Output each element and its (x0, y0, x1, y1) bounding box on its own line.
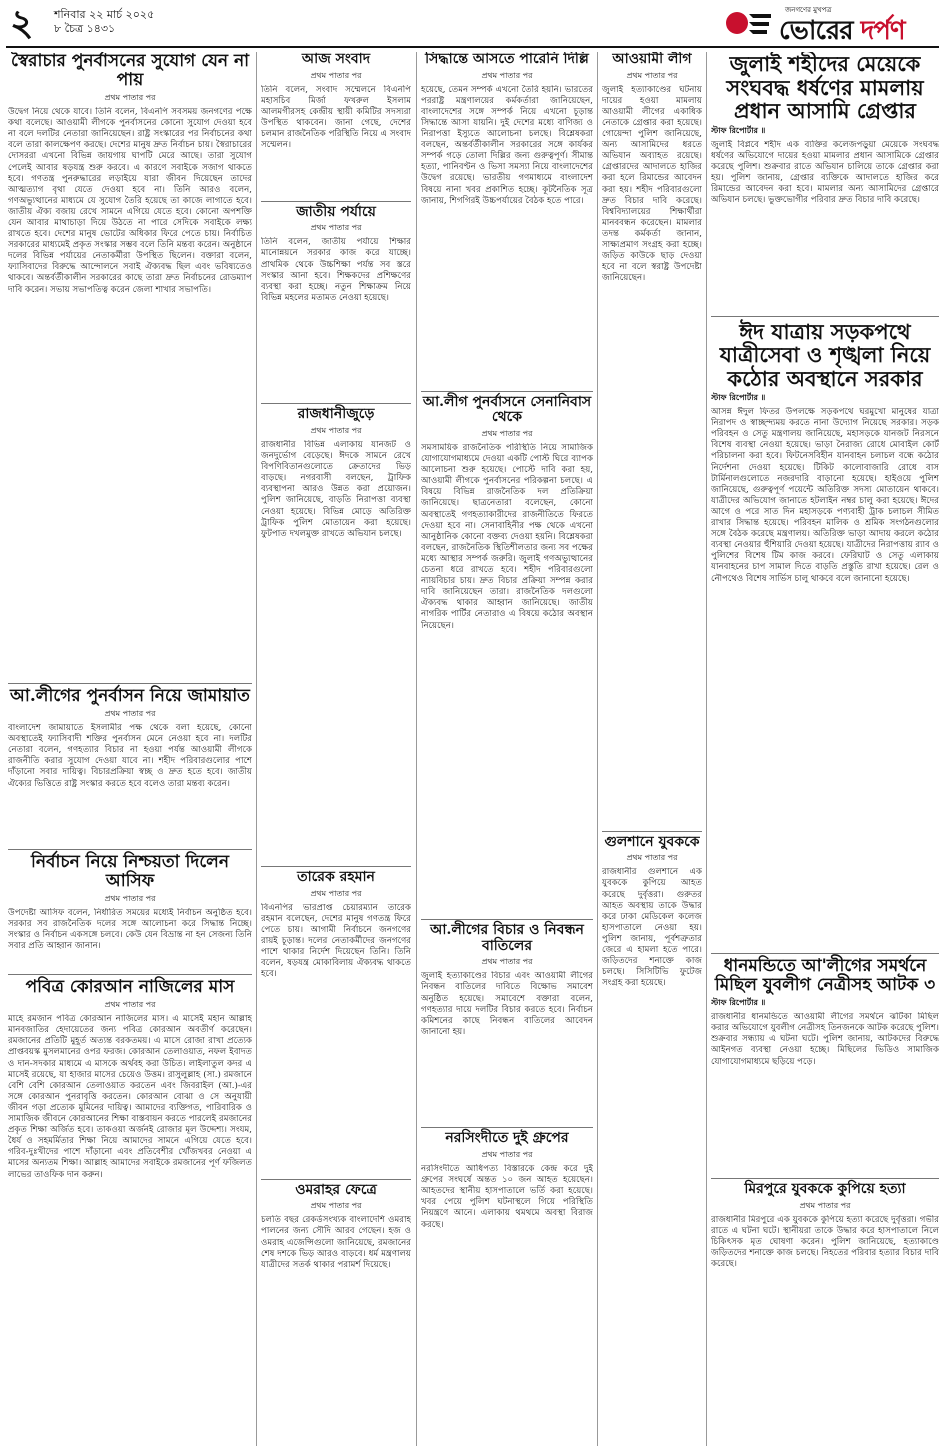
column-2 (261, 52, 411, 1446)
byline: স্টাফ রিপোর্টার ॥ (711, 998, 766, 1008)
story-body: রাজধানীর গুলশানে এক যুবককে কুপিয়ে আহত করেছে দুর্বৃত্তরা। গুরুতর আহত অবস্থায় তাকে উদ্ধার করে ঢাকা মেডিকেল কলেজ হাসপাতালে নেওয়া হয়। পুলিশ জানায়, পূর্বশত্রুতার জেরে এ হামলা হতে পারে। জড়িতদের শনাক্তে কাজ চলছে। সিসিটিভি ফুটেজ সংগ্রহ করা হয়েছে। (602, 867, 702, 989)
story (8, 52, 252, 677)
headline[interactable]: আওয়ামী লীগ (612, 52, 692, 67)
story-body: বাংলাদেশ জামায়াতে ইসলামীর পক্ষ থেকে বলা হয়েছে, কোনো অবস্থাতেই ফ্যাসিবাদী শক্তির পুনর্বাসন মেনে নেওয়া হবে না। দলটির নেতারা বলেন, গণহত্যার বিচার না হওয়া পর্যন্ত আওয়ামী লীগকে রাজনীতি করার সুযোগ দেওয়া যাবে না। শহীদ পরিবারগুলোর পাশে দাঁড়ানো সবার দায়িত্ব। বিচারপ্রক্রিয়া স্বচ্ছ ও দ্রুত হতে হবে। জাতীয় ঐক্যের ভিত্তিতে রাষ্ট্র সংস্কার করতে হবে বলেও তারা মন্তব্য করেন। (8, 723, 252, 789)
story (711, 316, 939, 948)
date-gregorian: শনিবার ২২ মার্চ ২০২৫ (54, 8, 155, 21)
story-body: চলতি বছর রেকর্ডসংখ্যক বাংলাদেশি ওমরাহ পালনের জন্য সৌদি আরব গেছেন। হজ ও ওমরাহ এজেন্সিগুলো জানিয়েছে, রমজানের শেষ দশকে ভিড় আরও বাড়বে। ধর্ম মন্ত্রণালয় যাত্রীদের সতর্ক থাকার পরামর্শ দিয়েছে। (261, 1215, 411, 1270)
column-4 (602, 52, 702, 1446)
masthead-rule (6, 46, 939, 48)
continued-label: প্রথম পাতার পর (481, 70, 533, 80)
headline[interactable]: জুলাই শহীদের মেয়েকে সংঘবদ্ধ ধর্ষণের মামলায় প্রধান আসামি গ্রেপ্তার (726, 52, 924, 124)
column-5 (711, 52, 939, 1446)
continued-label: প্রথম পাতার পর (481, 429, 533, 439)
story-body: উদ্বেগ নিয়ে থেকে যাবে। তিনি বলেন, বিএনপি সবসময় জনগণের পক্ষে কথা বলেছে। আওয়ামী লীগকে পুনর্বাসনের কোনো সুযোগ দেওয়া হবে না বলে দলটির নেতারা জানিয়েছেন। রাষ্ট্র সংস্কারের পর নির্বাচনের কথা বলে তারা কালক্ষেপণ করছে। দেশের মানুষ দ্রুত নির্বাচন চায়। স্বৈরাচারের দোসররা এখনো বিভিন্ন জায়গায় ঘাপটি মেরে আছে। তারা সুযোগ পেলেই আবার ষড়যন্ত্র শুরু করবে। এ কারণে সবাইকে সজাগ থাকতে হবে। গণতন্ত্র পুনরুদ্ধারের লড়াইয়ে যারা জীবন দিয়েছেন তাদের আত্মত্যাগ বৃথা যেতে দেওয়া হবে না। তিনি আরও বলেন, গণঅভ্যুত্থানের মাধ্যমে যে সুযোগ তৈরি হয়েছে তা কাজে লাগাতে হবে। জাতীয় ঐক্য বজায় রেখে সামনে এগিয়ে যেতে হবে। কোনো অপশক্তি যেন আবার মাথাচাড়া দিয়ে উঠতে না পারে সেদিকে সবাইকে লক্ষ্য রাখতে হবে। দেশের মানুষ ভোটের অধিকার ফিরে পেতে চায়। নির্বাচিত সরকারের মাধ্যমেই প্রকৃত সংস্কার সম্ভব বলে তিনি মন্তব্য করেন। অনুষ্ঠানে দলের বিভিন্ন পর্যায়ের নেতাকর্মীরা উপস্থিত ছিলেন। বক্তারা বলেন, ফ্যাসিবাদের বিরুদ্ধে আন্দোলনে সবাই ঐক্যবদ্ধ ছিল এবং ভবিষ্যতেও থাকবে। অন্তর্বর্তীকালীন সরকারের কাছে তারা দ্রুত নির্বাচনের রোডম্যাপ দাবি করেন। সভায় সভাপতিত্ব করেন জেলা শাখার সভাপতি। (8, 107, 252, 295)
story-body: রাজধানীর ধানমন্ডিতে আওয়ামী লীগের সমর্থনে ঝটিকা মিছিল করার অভিযোগে যুবলীগ নেত্রীসহ তিনজনকে আটক করেছে পুলিশ। শুক্রবার সন্ধ্যায় এ ঘটনা ঘটে। পুলিশ জানায়, আটকদের বিরুদ্ধে আইনগত ব্যবস্থা নেওয়া হচ্ছে। মিছিলের ভিডিও সামাজিক যোগাযোগমাধ্যমে ছড়িয়ে পড়ে। (711, 1012, 939, 1067)
continued-label: প্রথম পাতার পর (104, 1000, 156, 1010)
story-body: তিনি বলেন, জাতীয় পর্যায়ে শিক্ষার মানোন্নয়নে সরকার কাজ করে যাচ্ছে। প্রাথমিক থেকে উচ্চশিক্ষা পর্যন্ত সব স্তরে সংস্কার আনা হবে। শিক্ষকদের প্রশিক্ষণের ব্যবস্থা করা হচ্ছে। নতুন শিক্ষাক্রম নিয়ে বিভিন্ন মহলের মতামত নেওয়া হয়েছে। (261, 237, 411, 303)
story-body: জুলাই হত্যাকাণ্ডের ঘটনায় দায়ের হওয়া মামলায় আওয়ামী লীগের একাধিক নেতাকে গ্রেপ্তার করা হয়েছে। গোয়েন্দা পুলিশ জানিয়েছে, অন্য আসামিদের ধরতে অভিযান অব্যাহত রয়েছে। গ্রেপ্তারদের আদালতে হাজির করা হলে রিমান্ডের আবেদন করা হয়। শহীদ পরিবারগুলো দ্রুত বিচার দাবি করেছে। বিশ্ববিদ্যালয়ের শিক্ষার্থীরা মানববন্ধন করেছেন। মামলার তদন্ত কর্মকর্তা জানান, সাক্ষ্যপ্রমাণ সংগ্রহ করা হচ্ছে। জড়িত কাউকে ছাড় দেওয়া হবে না বলে স্বরাষ্ট্র উপদেষ্টা জানিয়েছেন। (602, 84, 702, 284)
column-separator (416, 52, 417, 1446)
story (8, 974, 252, 1446)
brand-name-part-2: দর্পণ (860, 16, 905, 46)
continued-label: প্রথম পাতার পর (310, 1201, 362, 1211)
continued-label: প্রথম পাতার পর (626, 853, 678, 863)
headline[interactable]: পবিত্র কোরআন নাজিলের মাস (25, 977, 235, 998)
headline[interactable]: নির্বাচন নিয়ে নিশ্চয়তা দিলেন আসিফ (31, 852, 229, 892)
story (8, 683, 252, 843)
headline[interactable]: ঈদ যাত্রায় সড়কপথে যাত্রীসেবা ও শৃঙ্খলা নিয়ে কঠোর অবস্থানে সরকার (719, 318, 931, 391)
continued-label: প্রথম পাতার পর (626, 70, 678, 80)
column-separator (597, 52, 598, 1446)
story (261, 866, 411, 1173)
date-bengali: ৮ চৈত্র ১৪৩১ (54, 22, 116, 35)
headline[interactable]: আ.লীগের পুনর্বাসন নিয়ে জামায়াত (10, 686, 250, 707)
headline[interactable]: ওমরাহর ফেত্রে (295, 1181, 377, 1198)
story-body: হয়েছে, তেমন সম্পর্ক এখনো তৈরি হয়নি। ভারতের পররাষ্ট্র মন্ত্রণালয়ের কর্মকর্তারা জানিয়েছেন, বাংলাদেশের সঙ্গে সম্পর্ক নিয়ে এখনো চূড়ান্ত সিদ্ধান্তে আসা যায়নি। দুই দেশের মধ্যে বাণিজ্য ও নিরাপত্তা ইস্যুতে আলোচনা চলছে। বিশ্লেষকরা বলছেন, অন্তর্বর্তীকালীন সরকারের সঙ্গে কার্যকর সম্পর্ক গড়ে তোলা দিল্লির জন্য গুরুত্বপূর্ণ। সীমান্ত হত্যা, পানিবণ্টন ও ভিসা সমস্যা নিয়ে বাংলাদেশের উদ্বেগ রয়েছে। ভারতীয় গণমাধ্যমে বাংলাদেশ বিষয়ে নানা খবর প্রকাশিত হচ্ছে। কূটনৈতিক সূত্র জানায়, শিগগিরই উচ্চপর্যায়ের বৈঠক হতে পারে। (421, 84, 593, 206)
headline[interactable]: নরসিংদীতে দুই গ্রুপের (445, 1130, 569, 1147)
story (261, 52, 411, 195)
headline[interactable]: আ.লীগের বিচার ও নিবন্ধন বাতিলের (430, 922, 584, 954)
story-body: তিনি বলেন, সংবাদ সম্মেলনে বিএনপি মহাসচিব মির্জা ফখরুল ইসলাম আলমগীরসহ কেন্দ্রীয় স্থায়ী কমিটির সদস্যরা উপস্থিত থাকবেন। জানা গেছে, দেশের চলমান রাজনৈতিক পরিস্থিতি নিয়ে এ সংবাদ সম্মেলন। (261, 84, 411, 151)
headline[interactable]: আজ সংবাদ (301, 52, 371, 67)
story-body: রাজধানীর মিরপুরে এক যুবককে কুপিয়ে হত্যা করেছে দুর্বৃত্তরা। গভীর রাতে এ ঘটনা ঘটে। স্থানীয়রা তাকে উদ্ধার করে হাসপাতালে নিলে চিকিৎসক মৃত ঘোষণা করেন। পুলিশ জানিয়েছে, হত্যাকাণ্ডে জড়িতদের শনাক্তে কাজ চলছে। নিহতের পরিবার হত্যার বিচার দাবি করেছে। (711, 1214, 939, 1270)
story (421, 1127, 593, 1424)
newspaper-brand (723, 4, 933, 46)
column-separator (706, 52, 707, 1446)
byline: স্টাফ রিপোর্টার ॥ (711, 393, 766, 403)
story (421, 919, 593, 1121)
date-block (54, 8, 154, 36)
column-1 (8, 52, 252, 1446)
brand-tagline: জনগণের মুখপত্র (785, 6, 832, 14)
headline[interactable]: আ.লীগ পুনর্বাসনে সেনানিবাস থেকে (422, 393, 592, 426)
continued-label: প্রথম পাতার পর (104, 93, 156, 103)
story (602, 52, 702, 825)
story (711, 1178, 939, 1335)
column-3 (421, 52, 593, 1446)
story-body: জুলাই বিপ্লবে শহীদ এক ব্যক্তির কলেজপড়ুয়া মেয়েকে সংঘবদ্ধ ধর্ষণের অভিযোগে দায়ের হওয়া মামলার প্রধান আসামিকে গ্রেপ্তার করেছে পুলিশ। শুক্রবার রাতে অভিযান চালিয়ে তাকে গ্রেপ্তার করা হয়। পুলিশ জানায়, গ্রেপ্তার ব্যক্তিকে আদালতে হাজির করে রিমান্ডের আবেদন করা হবে। মামলার অন্য আসামিদের গ্রেপ্তারে অভিযান চলছে। ভুক্তভোগীর পরিবার দ্রুত বিচার দাবি করেছে। (711, 139, 939, 206)
story (261, 1179, 411, 1436)
story (602, 831, 702, 1428)
brand-logo-icon (723, 8, 773, 38)
story (711, 953, 939, 1172)
story (261, 403, 411, 860)
continued-label: প্রথম পাতার পর (104, 894, 156, 904)
masthead (6, 4, 939, 44)
continued-label: প্রথম পাতার পর (310, 223, 362, 233)
story-body: সমসাময়িক রাজনৈতিক পরিস্থিতি নিয়ে সামাজিক যোগাযোগমাধ্যমে দেওয়া একটি পোস্ট ঘিরে ব্যাপক আলোচনা শুরু হয়েছে। পোস্টে দাবি করা হয়, আওয়ামী লীগকে পুনর্বাসনের পরিকল্পনা চলছে। এ বিষয়ে বিভিন্ন রাজনৈতিক দল প্রতিক্রিয়া জানিয়েছে। ছাত্রনেতারা বলেছেন, কোনো অবস্থাতেই গণহত্যাকারীদের রাজনীতিতে ফিরতে দেওয়া হবে না। সেনাবাহিনীর পক্ষ থেকে এখনো আনুষ্ঠানিক কোনো বক্তব্য দেওয়া হয়নি। বিশ্লেষকরা বলছেন, রাজনৈতিক স্থিতিশীলতার জন্য সব পক্ষের মধ্যে আস্থার সম্পর্ক জরুরি। জুলাই গণঅভ্যুত্থানের চেতনা ধরে রাখতে হবে। শহীদ পরিবারগুলো ন্যায়বিচার চায়। দ্রুত বিচার প্রক্রিয়া সম্পন্ন করার দাবি জানিয়েছেন তারা। রাজনৈতিক দলগুলো ঐক্যবদ্ধ থাকার আহ্বান জানিয়েছে। জাতীয় নাগরিক পার্টির নেতারাও এ বিষয়ে কঠোর অবস্থান নিয়েছেন। (421, 443, 593, 631)
story-body: বিএনপির ভারপ্রাপ্ত চেয়ারম্যান তারেক রহমান বলেছেন, দেশের মানুষ গণতন্ত্র ফিরে পেতে চায়। আগামী নির্বাচনে জনগণের রায়ই চূড়ান্ত। দলের নেতাকর্মীদের জনগণের পাশে থাকার নির্দেশ দিয়েছেন তিনি। তিনি বলেন, ষড়যন্ত্র মোকাবিলায় ঐক্যবদ্ধ থাকতে হবে। (261, 902, 411, 980)
continued-label: প্রথম পাতার পর (310, 70, 362, 80)
headline[interactable]: ধানমন্ডিতে আ'লীগের সমর্থনে মিছিল যুবলীগ নেত্রীসহ আটক ৩ (714, 956, 936, 996)
story-body: উপদেষ্টা আসিফ বলেন, নির্ধারিত সময়ের মধ্যেই নির্বাচন অনুষ্ঠিত হবে। সরকার সব রাজনৈতিক দলের সঙ্গে আলোচনা করে সিদ্ধান্ত নিচ্ছে। সংস্কার ও নির্বাচন একসঙ্গে চলবে। কেউ যেন বিভ্রান্ত না হন সেজন্য তিনি সবার প্রতি আহ্বান জানান। (8, 908, 252, 952)
brand-name-part-1: ভোরের (779, 16, 861, 46)
continued-label: প্রথম পাতার পর (481, 1150, 533, 1160)
byline: স্টাফ রিপোর্টার ॥ (711, 125, 766, 135)
page-number: ২ (10, 2, 34, 44)
headline[interactable]: স্বৈরাচার পুনর্বাসনের সুযোগ যেন না পায় (10, 52, 250, 91)
story-body: জুলাই হত্যাকাণ্ডের বিচার এবং আওয়ামী লীগের নিবন্ধন বাতিলের দাবিতে বিক্ষোভ সমাবেশ অনুষ্ঠিত হয়েছে। সমাবেশে বক্তারা বলেন, গণহত্যার দায়ে দলটির বিচার করতে হবে। নির্বাচন কমিশনের কাছে নিবন্ধন বাতিলের আবেদন জানানো হয়। (421, 971, 593, 1037)
headline[interactable]: মিরপুরে যুবককে কুপিয়ে হত্যা (744, 1181, 906, 1198)
headline[interactable]: সিদ্ধান্তে আসতে পারেনি দিল্লি (425, 52, 589, 67)
continued-label: প্রথম পাতার পর (310, 426, 362, 436)
continued-label: প্রথম পাতার পর (310, 888, 362, 898)
story (711, 52, 939, 310)
story-body: রাজধানীর বিভিন্ন এলাকায় যানজট ও জনদুর্ভোগ বেড়েছে। ঈদকে সামনে রেখে বিপণিবিতানগুলোতে ক্রেতাদের ভিড় বাড়ছে। নগরবাসী বলছেন, ট্রাফিক ব্যবস্থাপনা আরও উন্নত করা প্রয়োজন। পুলিশ জানিয়েছে, বাড়তি নিরাপত্তা ব্যবস্থা নেওয়া হয়েছে। বিভিন্ন মোড়ে অতিরিক্ত ট্রাফিক পুলিশ মোতায়েন করা হয়েছে। ফুটপাত দখলমুক্ত রাখতে অভিযান চলছে। (261, 440, 411, 539)
story (421, 52, 593, 385)
headline[interactable]: রাজধানীজুড়ে (297, 406, 375, 423)
headline[interactable]: জাতীয় পর্যায়ে (296, 203, 376, 220)
continued-label: প্রথম পাতার পর (799, 1200, 851, 1210)
column-separator (256, 52, 257, 1446)
continued-label: প্রথম পাতার পর (104, 709, 156, 719)
headline[interactable]: গুলশানে যুবককে (604, 833, 700, 850)
story-body: আসন্ন ঈদুল ফিতর উপলক্ষে সড়কপথে ঘরমুখো মানুষের যাত্রা নিরাপদ ও স্বাচ্ছন্দ্যময় করতে নানা উদ্যোগ নিয়েছে সরকার। সড়ক পরিবহন ও সেতু মন্ত্রণালয় জানিয়েছে, মহাসড়কে যানজট নিরসনে বিশেষ ব্যবস্থা নেওয়া হয়েছে। ভাড়া নৈরাজ্য রোধে মোবাইল কোর্ট পরিচালনা করা হবে। ফিটনেসবিহীন যানবাহন চলাচল বন্ধে কঠোর নির্দেশনা দেওয়া হয়েছে। টিকিট কালোবাজারি রোধে বাস টার্মিনালগুলোতে নজরদারি বাড়ানো হয়েছে। হাইওয়ে পুলিশ জানিয়েছে, গুরুত্বপূর্ণ পয়েন্টে অতিরিক্ত সদস্য মোতায়েন থাকবে। যাত্রীদের অভিযোগ জানাতে হটলাইন নম্বর চালু করা হয়েছে। ঈদের আগে ও পরে সাত দিন মহাসড়কে পণ্যবাহী ট্রাক চলাচল সীমিত রাখার সিদ্ধান্ত হয়েছে। পরিবহন মালিক ও শ্রমিক সংগঠনগুলোর সঙ্গে বৈঠক করেছে মন্ত্রণালয়। অতিরিক্ত ভাড়া আদায় করলে কঠোর ব্যবস্থা নেওয়ার হুঁশিয়ারি দেওয়া হয়েছে। যাত্রীদের নিরাপত্তায় র‌্যাব ও পুলিশের বিশেষ টিম কাজ করবে। ফেরিঘাট ও সেতু এলাকায় যানবাহনের চাপ সামাল দিতে বাড়তি প্রস্তুতি রাখা হয়েছে। রেল ও নৌপথেও বিশেষ সার্ভিস চালু থাকবে বলে জানানো হয়েছে। (711, 407, 939, 584)
continued-label: প্রথম পাতার পর (481, 957, 533, 967)
story (8, 849, 252, 968)
story (261, 201, 411, 398)
headline[interactable]: তারেক রহমান (297, 869, 375, 886)
story-body: মাহে রমজান পবিত্র কোরআন নাজিলের মাস। এ মাসেই মহান আল্লাহ মানবজাতির হেদায়েতের জন্য পবিত্র কোরআন অবতীর্ণ করেছেন। রমজানের প্রতিটি মুহূর্ত অত্যন্ত বরকতময়। এ মাসে রোজা রাখা প্রত্যেক প্রাপ্তবয়স্ক মুসলমানের ওপর ফরজ। কোরআন তেলাওয়াত, নফল ইবাদত ও দান-সদকার মাধ্যমে এ মাসকে অর্থবহ করা উচিত। লাইলাতুল কদর এ মাসেই রয়েছে, যা হাজার মাসের চেয়েও উত্তম। রাসুলুল্লাহ (সা.) রমজানে বেশি বেশি কোরআন তেলাওয়াত করতেন এবং জিবরাইল (আ.)-এর সঙ্গে কোরআন পুনরাবৃত্তি করতেন। কোরআন বোঝা ও সে অনুযায়ী জীবন গড়া প্রত্যেক মুমিনের দায়িত্ব। আমাদের ব্যক্তিগত, পারিবারিক ও সামাজিক জীবনে কোরআনের শিক্ষা বাস্তবায়ন করতে পারলেই রমজানের প্রকৃত শিক্ষা অর্জিত হবে। তাকওয়া অর্জনই রোজার মূল উদ্দেশ্য। সংযম, ধৈর্য ও সহমর্মিতার শিক্ষা নিয়ে আমাদের সামনে এগিয়ে যেতে হবে। গরিব-দুঃখীদের পাশে দাঁড়ানো এবং প্রতিবেশীর খোঁজখবর নেওয়া এ মাসের অন্যতম শিক্ষা। আল্লাহ আমাদের সবাইকে রমজানের পূর্ণ ফজিলত লাভের তাওফিক দান করুন। (8, 1014, 252, 1180)
story-body: নরসিংদীতে আধিপত্য বিস্তারকে কেন্দ্র করে দুই গ্রুপের সংঘর্ষে অন্তত ১০ জন আহত হয়েছেন। আহতদের স্থানীয় হাসপাতালে ভর্তি করা হয়েছে। খবর পেয়ে পুলিশ ঘটনাস্থলে গিয়ে পরিস্থিতি নিয়ন্ত্রণে আনে। এলাকায় থমথমে অবস্থা বিরাজ করছে। (421, 1164, 593, 1230)
story (421, 391, 593, 913)
